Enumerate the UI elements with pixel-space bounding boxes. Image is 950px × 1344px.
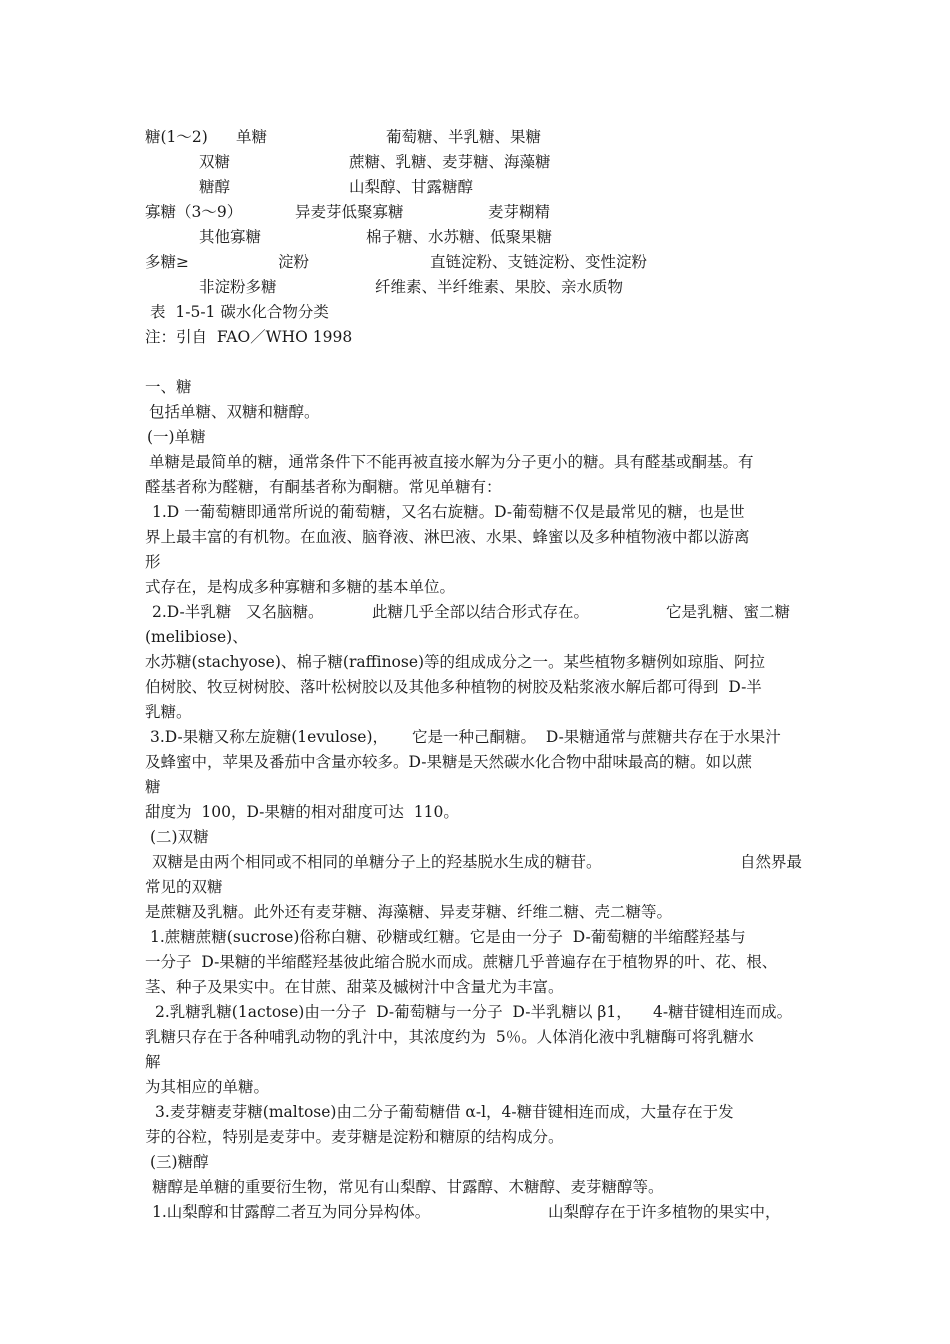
paragraph-line: 解 bbox=[145, 1053, 161, 1071]
paragraph-line: 水苏糖(stachyose)、棉子糖(raffinose)等的组成成分之一。某些植物多糖例如琼脂、阿拉 bbox=[145, 653, 766, 671]
paragraph-line: 芽的谷粒，特别是麦芽中。麦芽糖是淀粉和糖原的结构成分。 bbox=[145, 1128, 564, 1146]
table-source-note: 注：引自 FAO／WHO 1998 bbox=[145, 328, 353, 346]
paragraph-line: 1.山梨醇和甘露醇二者互为同分异构体。 bbox=[152, 1203, 431, 1221]
table-r2-subgroup: 双糖 bbox=[199, 153, 231, 171]
table-r3-components: 山梨醇、甘露糖醇 bbox=[349, 178, 474, 196]
paragraph-line: 式存在，是构成多种寡糖和多糖的基本单位。 bbox=[145, 578, 456, 596]
paragraph-line: 醛基者称为醛糖，有酮基者称为酮糖。常见单糖有： bbox=[145, 478, 502, 496]
paragraph-line: 一分子 D-果糖的半缩醛羟基彼此缩合脱水而成。蔗糖几乎普遍存在于植物界的叶、花、根、 bbox=[145, 953, 778, 971]
table-r6-subgroup: 淀粉 bbox=[278, 253, 310, 271]
table-r4-category: 寡糖（3～9） bbox=[145, 203, 243, 221]
subsection-heading: (一)单糖 bbox=[147, 428, 206, 446]
paragraph-line: 糖醇是单糖的重要衍生物，常见有山梨醇、甘露醇、木糖醇、麦芽糖醇等。 bbox=[152, 1178, 664, 1196]
paragraph-line: 常见的双糖 bbox=[145, 878, 223, 896]
table-r1-subgroup: 单糖 bbox=[236, 128, 268, 146]
paragraph-line: 2.乳糖乳糖(1actose)由一分子 D-葡萄糖与一分子 D-半乳糖以 β1， bbox=[155, 1003, 632, 1021]
paragraph-line: 它是一种己酮糖。 D-果糖通常与蔗糖共存在于水果汁 bbox=[412, 728, 781, 746]
paragraph-line: 茎、种子及果实中。在甘蔗、甜菜及槭树汁中含量尤为丰富。 bbox=[145, 978, 564, 996]
table-r7-components: 纤维素、半纤维素、果胶、亲水质物 bbox=[375, 278, 624, 296]
table-caption: 表 1-5-1 碳水化合物分类 bbox=[150, 303, 329, 321]
table-r6-category: 多糖≥ bbox=[145, 253, 189, 271]
table-r1-components: 葡萄糖、半乳糖、果糖 bbox=[386, 128, 542, 146]
table-r4-components: 麦芽糊精 bbox=[488, 203, 551, 221]
paragraph-line: 山梨醇存在于许多植物的果实中， bbox=[548, 1203, 781, 1221]
paragraph-line: 1.D 一葡萄糖即通常所说的葡萄糖，又名右旋糖。D-葡萄糖不仅是最常见的糖，也是世 bbox=[152, 503, 745, 521]
paragraph-line: 伯树胶、牧豆树树胶、落叶松树胶以及其他多种植物的树胶及粘浆液水解后都可得到 D-半 bbox=[145, 678, 762, 696]
subsection-heading: (三)糖醇 bbox=[150, 1153, 209, 1171]
table-r7-subgroup: 非淀粉多糖 bbox=[199, 278, 277, 296]
table-r6-components: 直链淀粉、支链淀粉、变性淀粉 bbox=[430, 253, 648, 271]
paragraph-line: 为其相应的单糖。 bbox=[145, 1078, 270, 1096]
section-heading: 一、糖 bbox=[145, 378, 192, 396]
paragraph-line: 包括单糖、双糖和糖醇。 bbox=[149, 403, 320, 421]
table-r3-subgroup: 糖醇 bbox=[199, 178, 231, 196]
paragraph-line: 双糖是由两个相同或不相同的单糖分子上的羟基脱水生成的糖苷。 bbox=[152, 853, 602, 871]
paragraph-line: 形 bbox=[145, 553, 161, 571]
paragraph-line: 及蜂蜜中，苹果及番茄中含量亦较多。D-果糖是天然碳水化合物中甜味最高的糖。如以蔗 bbox=[145, 753, 752, 771]
table-r5-components: 棉子糖、水苏糖、低聚果糖 bbox=[366, 228, 553, 246]
paragraph-line: 界上最丰富的有机物。在血液、脑脊液、淋巴液、水果、蜂蜜以及多种植物液中都以游离 bbox=[145, 528, 750, 546]
paragraph-line: 3.麦芽糖麦芽糖(maltose)由二分子葡萄糖借 α-l，4-糖苷键相连而成，大量存在于发 bbox=[155, 1103, 734, 1121]
paragraph-line: 自然界最 bbox=[740, 853, 803, 871]
table-r1-category: 糖(1～2) bbox=[145, 128, 208, 146]
paragraph-line: 单糖是最简单的糖，通常条件下不能再被直接水解为分子更小的糖。具有醛基或酮基。有 bbox=[149, 453, 754, 471]
paragraph-line: 此糖几乎全部以结合形式存在。 bbox=[372, 603, 590, 621]
paragraph-line: 乳糖。 bbox=[145, 703, 192, 721]
paragraph-line: 乳糖只存在于各种哺乳动物的乳汁中，其浓度约为 5％。人体消化液中乳糖酶可将乳糖水 bbox=[145, 1028, 754, 1046]
paragraph-line: 它是乳糖、蜜二糖 bbox=[666, 603, 791, 621]
paragraph-line: 1.蔗糖蔗糖(sucrose)俗称白糖、砂糖或红糖。它是由一分子 D-葡萄糖的半缩醛羟基与 bbox=[150, 928, 746, 946]
paragraph-line: 4-糖苷键相连而成。 bbox=[653, 1003, 793, 1021]
paragraph-line: 甜度为 100，D-果糖的相对甜度可达 110。 bbox=[145, 803, 459, 821]
subsection-heading: (二)双糖 bbox=[150, 828, 209, 846]
paragraph-line: (melibiose)、 bbox=[145, 628, 248, 646]
paragraph-line: 糖 bbox=[145, 778, 161, 796]
table-r5-subgroup: 其他寡糖 bbox=[199, 228, 262, 246]
paragraph-line: 2.D-半乳糖 又名脑糖。 bbox=[152, 603, 324, 621]
table-r2-components: 蔗糖、乳糖、麦芽糖、海藻糖 bbox=[349, 153, 551, 171]
table-r4-subgroup: 异麦芽低聚寡糖 bbox=[295, 203, 404, 221]
paragraph-line: 是蔗糖及乳糖。此外还有麦芽糖、海藻糖、异麦芽糖、纤维二糖、壳二糖等。 bbox=[145, 903, 673, 921]
paragraph-line: 3.D-果糖又称左旋糖(1evulose)， bbox=[150, 728, 389, 746]
